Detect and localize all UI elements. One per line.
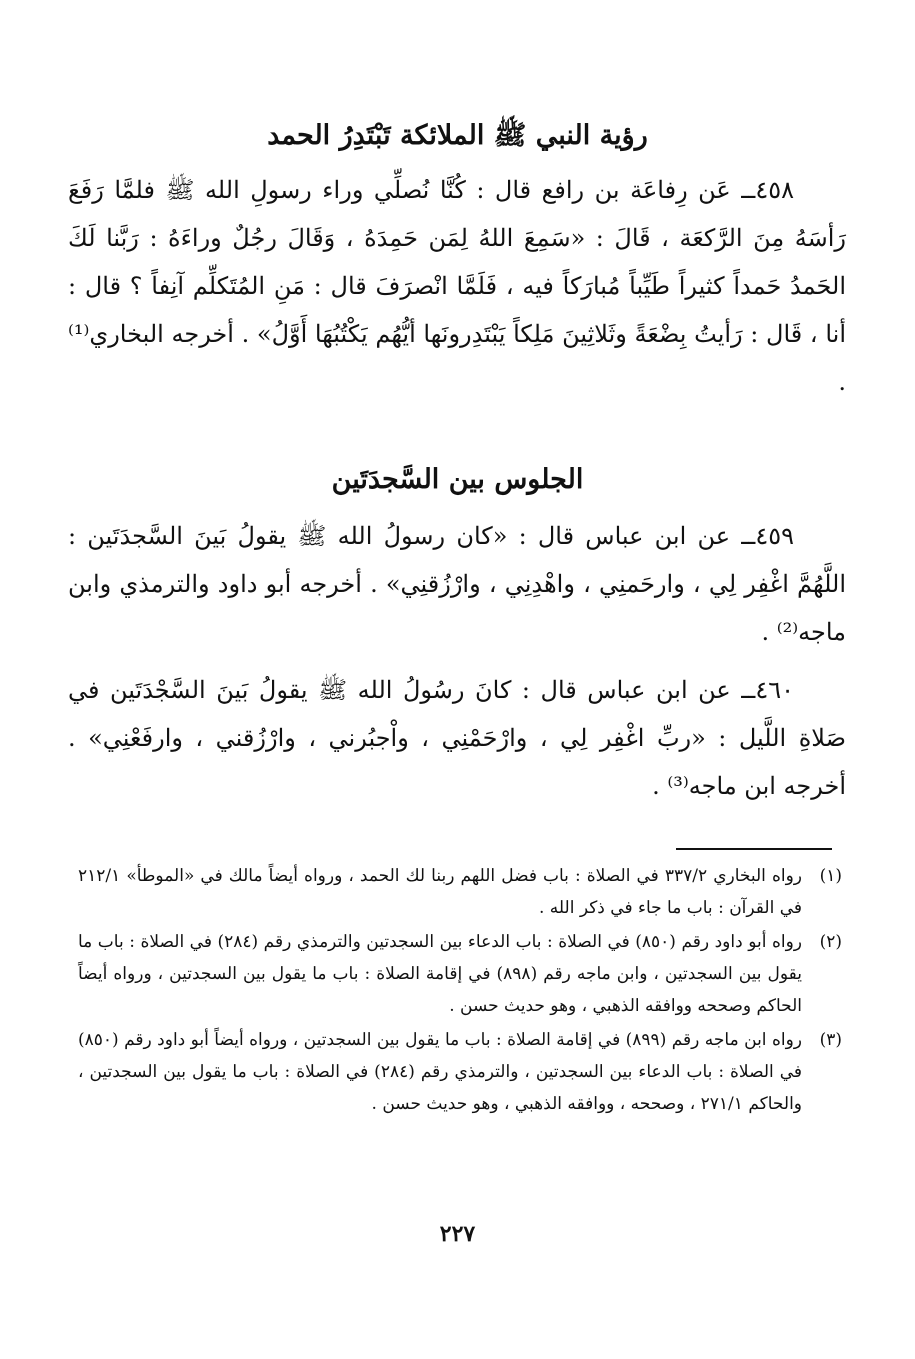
footnote-item (78, 1024, 842, 1120)
footnote-item (78, 926, 842, 1022)
hadith-459: ٤٥٩ــ عن ابن عباس قال : «كان رسولُ الله ﷺ يقولُ بَينَ السَّجدَتَين : اللَّهُمَّ اغْفِر لِي ، وارحَمنِي ، واهْدِنِي ، وارْزُقنِي» . أخرجه أبو داود والترمذي وابن ماجه⁽²⁾ . (68, 522, 846, 646)
footnotes-list (78, 860, 842, 1122)
hadith-458: ٤٥٨ــ عَن رِفاعَة بن رافع قال : كُنَّا نُصلِّي وراء رسولِ الله ﷺ فلمَّا رَفَعَ رَأسَهُ مِنَ الرَّكعَة ، قَالَ : «سَمِعَ اللهُ لِمَن حَمِدَهُ ، وَقَالَ رجُلٌ وراءَهُ : رَبَّنا لَكَ الحَمدُ حَمداً كثيراً طَيِّباً مُبارَكاً فيه ، فَلَمَّا انْصرَفَ قال : مَنِ المُتَكلِّم آنِفاً ؟ قال : أنا ، قَال : رَأيتُ بِضْعَةً وثَلاثِينَ مَلِكاً يَبْتَدِرونَها أيُّهُم يَكْتُبُهَا أَوَّلُ» . أخرجه البخاري⁽¹⁾ . (68, 176, 846, 396)
footnote-text: رواه البخاري ٣٣٧/٢ في الصلاة : باب فضل اللهم ربنا لك الحمد ، ورواه أيضاً مالك في «الموطأ» ٢١٢/١ في القرآن : باب ما جاء في ذكر الله . (78, 866, 803, 918)
footnote-item (78, 860, 842, 924)
page-number: ٢٢٧ (439, 1221, 476, 1247)
footnote-text: رواه أبو داود رقم (٨٥٠) في الصلاة : باب الدعاء بين السجدتين والترمذي رقم (٢٨٤) في الصلاة : باب ما يقول بين السجدتين ، وابن ماجه رقم (٨٩٨) في إقامة الصلاة : باب ما يقول بين السجدتين ، ورواه أيضاً الحاكم وصححه ووافقه الذهبي ، وهو حديث حسن . (78, 932, 802, 1016)
hadith-460: ٤٦٠ــ عن ابن عباس قال : كانَ رسُولُ الله ﷺ يقولُ بَينَ السَّجْدَتَين في صَلاةِ اللَّيل : «ربِّ اغْفِر لِي ، وارْحَمْنِي ، واْجبُرني ، وارْزُقني ، وارفَعْنِي» . أخرجه ابن ماجه⁽³⁾ . (68, 676, 846, 800)
footnote-divider (676, 848, 832, 850)
footnote-number: (١) (819, 866, 842, 886)
section-title-sitting-between-prostrations: الجلوس بين السَّجدَتَين (331, 464, 584, 495)
footnote-text: رواه ابن ماجه رقم (٨٩٩) في إقامة الصلاة : باب ما يقول بين السجدتين ، ورواه أيضاً أبو داود رقم (٨٥٠) في الصلاة : باب الدعاء بين السجدتين ، والترمذي رقم (٢٨٤) في الصلاة : باب ما يقول بين السجدتين ، والحاكم ٢٧١/١ ، وصححه ، ووافقه الذهبي ، وهو حديث حسن . (78, 1030, 802, 1114)
footnote-number: (٢) (819, 932, 842, 952)
footnote-number: (٣) (819, 1030, 842, 1050)
section-title-angels-praise: رؤية النبي ﷺ الملائكة تَبْتَدِرُ الحمد (267, 120, 648, 151)
